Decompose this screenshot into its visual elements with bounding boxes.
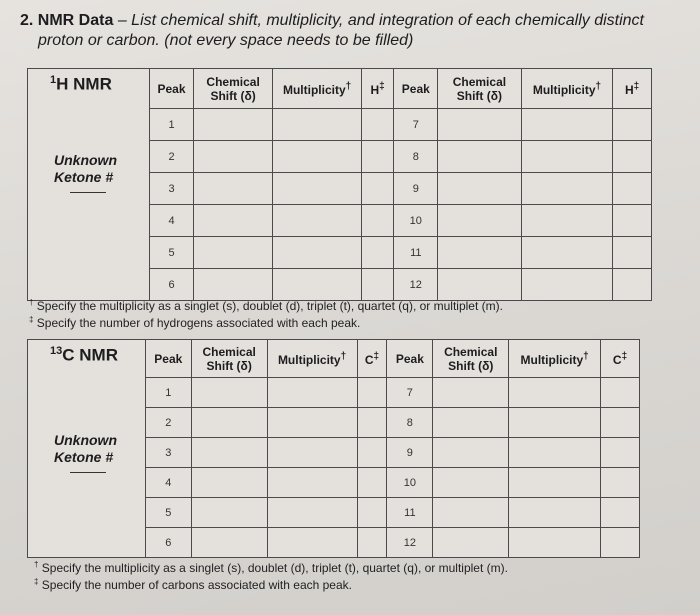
h-peak-number: 3 — [150, 173, 194, 205]
h-integration-cell[interactable] — [361, 237, 394, 269]
h-shift-cell[interactable] — [193, 109, 272, 141]
c-peak-number: 7 — [387, 378, 433, 408]
c-nmr-table — [27, 339, 640, 558]
h-shift-cell[interactable] — [193, 237, 272, 269]
question-heading — [20, 11, 680, 51]
c-peak-number: 6 — [145, 528, 191, 558]
h-peak-number: 8 — [394, 141, 438, 173]
h-integration-cell[interactable] — [613, 109, 652, 141]
c-shift-cell[interactable] — [433, 468, 509, 498]
c-integration-cell[interactable] — [357, 438, 387, 468]
h-integration-cell[interactable] — [613, 141, 652, 173]
question-title: NMR Data — [37, 12, 114, 29]
h-shift-cell[interactable] — [438, 205, 521, 237]
h-multiplicity-cell[interactable] — [273, 237, 362, 269]
h-peak-number: 2 — [150, 141, 194, 173]
h-col-multiplicity: Multiplicity† — [273, 69, 362, 109]
h-col-integration: H‡ — [361, 69, 394, 109]
h-col-multiplicity-2: Multiplicity† — [521, 69, 613, 109]
c-col-shift-2: Chemical Shift (δ) — [433, 340, 509, 378]
c-shift-cell[interactable] — [433, 528, 509, 558]
h-peak-number: 11 — [394, 237, 438, 269]
c-shift-cell[interactable] — [191, 378, 267, 408]
instruction-line-1: List chemical shift, multiplicity, and integration of each chemically distinct — [131, 12, 644, 29]
h-integration-cell[interactable] — [613, 237, 652, 269]
c-integration-cell[interactable] — [357, 498, 387, 528]
c-shift-cell[interactable] — [433, 438, 509, 468]
h-ketone-label: Ketone # — [54, 168, 114, 185]
c-integration-cell[interactable] — [357, 528, 387, 558]
h-integration-cell[interactable] — [361, 173, 394, 205]
h-shift-cell[interactable] — [193, 141, 272, 173]
c-unknown-label: Unknown — [54, 431, 117, 448]
c-peak-number: 4 — [145, 468, 191, 498]
c-integration-cell[interactable] — [601, 468, 640, 498]
h-shift-cell[interactable] — [438, 173, 521, 205]
h-multiplicity-cell[interactable] — [521, 109, 613, 141]
h-nmr-table — [27, 68, 652, 301]
c-peak-number: 1 — [145, 378, 191, 408]
c-integration-cell[interactable] — [357, 408, 387, 438]
c-shift-cell[interactable] — [191, 438, 267, 468]
c-col-multiplicity: Multiplicity† — [267, 340, 357, 378]
h-peak-number: 12 — [394, 269, 438, 301]
h-footnotes — [29, 296, 669, 330]
c-ketone-number-blank[interactable] — [70, 472, 106, 473]
h-multiplicity-cell[interactable] — [273, 173, 362, 205]
h-col-peak: Peak — [150, 69, 194, 109]
c-nmr-label-cell — [28, 340, 146, 558]
c-col-peak-2: Peak — [387, 340, 433, 378]
c-shift-cell[interactable] — [191, 528, 267, 558]
h-col-peak-2: Peak — [394, 69, 438, 109]
c-shift-cell[interactable] — [433, 498, 509, 528]
h-shift-cell[interactable] — [438, 141, 521, 173]
c-peak-number: 8 — [387, 408, 433, 438]
heading-dash: – — [117, 12, 127, 29]
c-multiplicity-cell[interactable] — [267, 408, 357, 438]
c-peak-number: 10 — [387, 468, 433, 498]
h-peak-number: 6 — [150, 269, 194, 301]
c-multiplicity-cell[interactable] — [509, 378, 601, 408]
h-integration-cell[interactable] — [361, 109, 394, 141]
c-integration-cell[interactable] — [357, 378, 387, 408]
h-shift-cell[interactable] — [438, 109, 521, 141]
h-multiplicity-cell[interactable] — [273, 141, 362, 173]
h-shift-cell[interactable] — [438, 237, 521, 269]
c-ketone-label: Ketone # — [54, 448, 114, 465]
h-peak-number: 9 — [394, 173, 438, 205]
c-multiplicity-cell[interactable] — [267, 498, 357, 528]
c-footnotes — [34, 558, 674, 592]
c-peak-number: 3 — [145, 438, 191, 468]
h-peak-number: 5 — [150, 237, 194, 269]
c-multiplicity-cell[interactable] — [509, 528, 601, 558]
h-unknown-label: Unknown — [54, 151, 117, 168]
c-footnote-multiplicity: † Specify the multiplicity as a singlet (s), doublet (d), triplet (t), quartet (q), or multiplet (m). — [34, 560, 508, 575]
h-footnote-multiplicity: † Specify the multiplicity as a singlet (s), doublet (d), triplet (t), quartet (q), or multiplet (m). — [29, 298, 503, 313]
c-peak-number: 2 — [145, 408, 191, 438]
c-nmr-title: $^{13}$C NMR — [50, 345, 118, 365]
question-number: 2. — [20, 12, 34, 29]
h-multiplicity-cell[interactable] — [521, 173, 613, 205]
c-shift-cell[interactable] — [433, 408, 509, 438]
h-peak-number: 4 — [150, 205, 194, 237]
c-shift-cell[interactable] — [191, 468, 267, 498]
h-integration-cell[interactable] — [613, 205, 652, 237]
c-multiplicity-cell[interactable] — [267, 438, 357, 468]
c-multiplicity-cell[interactable] — [509, 468, 601, 498]
h-peak-number: 10 — [394, 205, 438, 237]
h-shift-cell[interactable] — [193, 205, 272, 237]
c-multiplicity-cell[interactable] — [509, 438, 601, 468]
c-col-shift: Chemical Shift (δ) — [191, 340, 267, 378]
c-footnote-carbons: ‡ Specify the number of carbons associated with each peak. — [34, 577, 352, 592]
c-peak-number: 12 — [387, 528, 433, 558]
h-col-shift: Chemical Shift (δ) — [193, 69, 272, 109]
c-shift-cell[interactable] — [191, 408, 267, 438]
c-integration-cell[interactable] — [601, 378, 640, 408]
c-col-multiplicity-2: Multiplicity† — [509, 340, 601, 378]
c-integration-cell[interactable] — [357, 468, 387, 498]
h-multiplicity-cell[interactable] — [273, 109, 362, 141]
h-col-integration-2: H‡ — [613, 69, 652, 109]
c-integration-cell[interactable] — [601, 498, 640, 528]
h-multiplicity-cell[interactable] — [521, 237, 613, 269]
h-shift-cell[interactable] — [193, 173, 272, 205]
c-multiplicity-cell[interactable] — [267, 528, 357, 558]
h-nmr-title: $^1$H NMR — [50, 74, 112, 94]
c-shift-cell[interactable] — [191, 498, 267, 528]
c-shift-cell[interactable] — [433, 378, 509, 408]
h-multiplicity-cell[interactable] — [521, 141, 613, 173]
c-integration-cell[interactable] — [601, 438, 640, 468]
h-integration-cell[interactable] — [361, 141, 394, 173]
h-footnote-hydrogens: ‡ Specify the number of hydrogens associated with each peak. — [29, 315, 361, 330]
c-multiplicity-cell[interactable] — [267, 378, 357, 408]
c-multiplicity-cell[interactable] — [267, 468, 357, 498]
h-col-shift-2: Chemical Shift (δ) — [438, 69, 521, 109]
c-integration-cell[interactable] — [601, 408, 640, 438]
h-multiplicity-cell[interactable] — [521, 205, 613, 237]
h-peak-number: 1 — [150, 109, 194, 141]
h-integration-cell[interactable] — [361, 205, 394, 237]
c-peak-number: 9 — [387, 438, 433, 468]
c-peak-number: 5 — [145, 498, 191, 528]
c-col-integration-2: C‡ — [601, 340, 640, 378]
instruction-line-2: proton or carbon. (not every space needs to be filled) — [38, 32, 414, 49]
h-multiplicity-cell[interactable] — [273, 205, 362, 237]
h-nmr-label-cell — [28, 69, 150, 301]
h-peak-number: 7 — [394, 109, 438, 141]
c-col-peak: Peak — [145, 340, 191, 378]
c-multiplicity-cell[interactable] — [509, 408, 601, 438]
h-ketone-number-blank[interactable] — [70, 192, 106, 193]
c-col-integration: C‡ — [357, 340, 387, 378]
c-peak-number: 11 — [387, 498, 433, 528]
h-integration-cell[interactable] — [613, 173, 652, 205]
c-integration-cell[interactable] — [601, 528, 640, 558]
c-multiplicity-cell[interactable] — [509, 498, 601, 528]
